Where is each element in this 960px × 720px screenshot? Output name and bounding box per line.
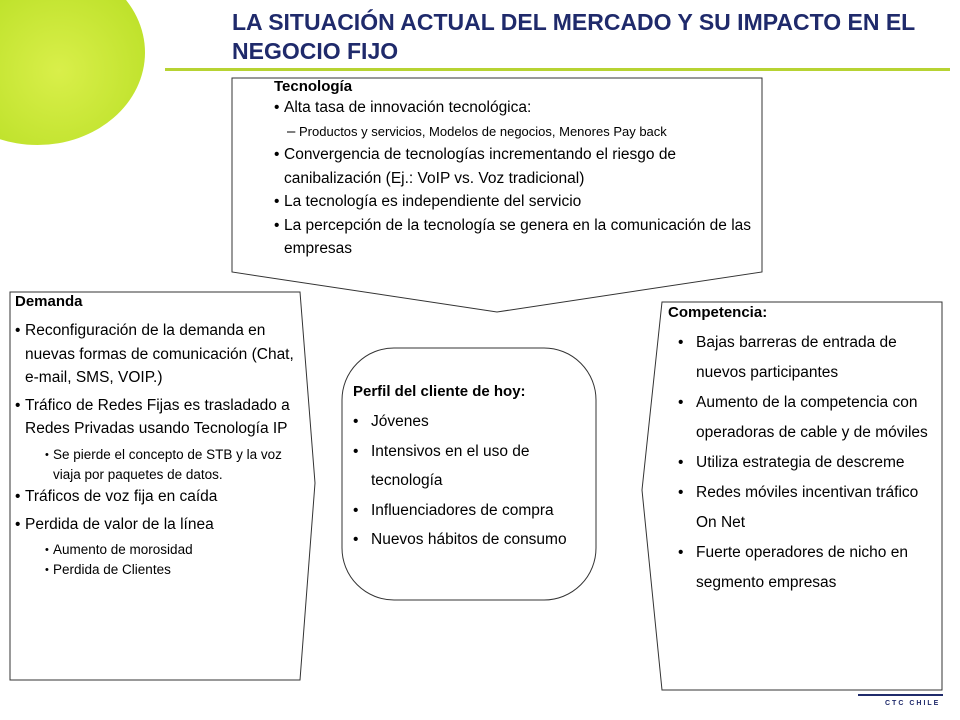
list-item: • La tecnología es independiente del servicio (274, 190, 764, 214)
perfil-panel (353, 383, 603, 555)
sub-list-item: • Se pierde el concepto de STB y la voz viaja por paquetes de datos. (45, 445, 305, 485)
list-item: • Reconfiguración de la demanda en nuevas formas de comunicación (Chat, e-mail, SMS, VOIP.) (15, 319, 305, 390)
list-item: • Aumento de la competencia con operadoras de cable y de móviles (678, 388, 933, 448)
list-item: • Influenciadores de compra (353, 496, 603, 526)
competencia-heading: Competencia: (668, 304, 768, 321)
tecnologia-heading: Tecnología (274, 78, 353, 95)
list-item: • Intensivos en el uso de tecnología (353, 437, 603, 496)
list-item: • Fuerte operadores de nicho en segmento empresas (678, 538, 933, 598)
sub-list-item: • Perdida de Clientes (45, 560, 305, 580)
list-item: • Jóvenes (353, 407, 603, 437)
list-item: • Tráficos de voz fija en caída (15, 485, 305, 509)
tecnologia-panel (274, 78, 764, 261)
competencia-panel (668, 304, 933, 598)
list-item: • Alta tasa de innovación tecnológica: (274, 96, 764, 120)
page-title: LA SITUACIÓN ACTUAL DEL MERCADO Y SU IMPACTO EN EL NEGOCIO FIJO (232, 9, 915, 64)
list-item: • Utiliza estrategia de descreme (678, 448, 933, 478)
list-item: • Convergencia de tecnologías incrementando el riesgo de canibalización (Ej.: VoIP vs. Voz tradicional) (274, 143, 764, 190)
demanda-panel (15, 293, 305, 580)
sub-list-item: – Productos y servicios, Modelos de negocios, Menores Pay back (274, 120, 764, 144)
logo-line (858, 694, 943, 696)
company-logo: CTC CHILE (885, 700, 941, 707)
list-item: • La percepción de la tecnología se genera en la comunicación de las empresas (274, 214, 764, 261)
list-item: • Perdida de valor de la línea (15, 513, 305, 537)
list-item: • Nuevos hábitos de consumo (353, 525, 603, 555)
list-item: • Bajas barreras de entrada de nuevos participantes (678, 328, 933, 388)
list-item: • Tráfico de Redes Fijas es trasladado a Redes Privadas usando Tecnología IP (15, 394, 305, 441)
perfil-heading: Perfil del cliente de hoy: (353, 383, 526, 400)
list-item: • Redes móviles incentivan tráfico On Net (678, 478, 933, 538)
sub-list-item: • Aumento de morosidad (45, 540, 305, 560)
demanda-heading: Demanda (15, 293, 83, 310)
